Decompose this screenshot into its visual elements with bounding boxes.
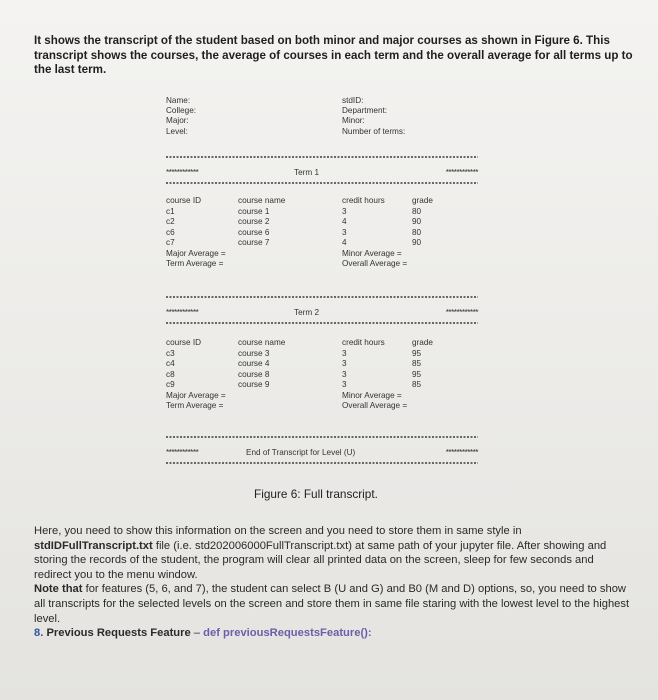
table-row [166,359,478,370]
average-row [166,249,478,260]
minor-average: Minor Average = [342,390,402,400]
course-id: c7 [166,238,175,247]
average-row [166,401,478,412]
header-department-label: Department: [342,106,388,116]
col-credit-hours: credit hours [342,338,385,347]
major-average: Major Average = [166,390,226,400]
grade: 90 [412,217,422,226]
grade: 85 [412,359,422,368]
term-2-label: Term 2 [294,308,320,317]
table-row [166,238,478,249]
col-grade: grade [412,338,433,347]
col-course-name: course name [238,338,286,347]
header-level-label: Level: [166,126,188,136]
end-banner [166,448,478,460]
term-1-banner [166,168,478,180]
table-row [166,207,478,218]
header-terms-label: Number of terms: [342,126,406,136]
separator [166,436,478,438]
figure-caption: Figure 6: Full transcript. [254,487,378,501]
separator [166,296,478,298]
table-row [166,228,478,239]
note-label: Note that [34,583,83,596]
course-name: course 8 [238,369,270,379]
item-8 [34,626,634,641]
course-id: c2 [166,217,175,226]
credit-hours: 3 [342,380,347,389]
header-name-label: Name: [166,96,191,105]
grade: 95 [412,348,422,358]
stars-left: ************ [166,168,199,177]
course-name: course 2 [238,217,270,226]
item-title: Previous Requests Feature [46,627,191,640]
overall-average: Overall Average = [342,401,408,410]
course-id: c4 [166,359,175,368]
separator [166,156,478,158]
course-name: course 4 [238,359,270,368]
course-id: c3 [166,348,175,358]
course-id: c8 [166,369,175,379]
average-row [166,391,478,402]
term-average: Term Average = [166,259,224,268]
credit-hours: 4 [342,238,347,247]
course-name: course 9 [238,380,270,389]
stars-right: ************ [445,308,478,317]
credit-hours: 4 [342,217,347,226]
col-course-id: course ID [166,196,202,205]
body-text [34,524,634,641]
table-row [166,217,478,228]
grade: 95 [412,369,422,379]
paragraph-storage [34,524,634,582]
grade: 85 [412,380,422,389]
header-left [166,96,196,137]
term-1-table [166,196,478,270]
para2-text: for features (5, 6, and 7), the student can select B (U and G) and B0 (M and D) options, so, you need to show all transcripts for the selected levels on the screen and store them in same file staring with the lowest level to the highest level. [34,583,630,625]
grade: 80 [412,206,422,216]
term-2-banner [166,308,478,320]
course-name: course 1 [238,206,270,216]
separator [166,462,478,464]
col-credit-hours: credit hours [342,196,385,205]
end-of-transcript-label: End of Transcript for Level (U) [246,448,356,457]
course-id: c1 [166,206,175,216]
separator [166,182,478,184]
file-name: stdIDFullTranscript.txt [34,539,153,552]
overall-average: Overall Average = [342,259,408,268]
table-row [166,380,478,391]
stars-right: ************ [445,448,478,457]
table-row [166,349,478,360]
course-id: c6 [166,227,175,237]
course-name: course 3 [238,348,270,358]
term-1-label: Term 1 [294,168,320,177]
course-name: course 7 [238,238,270,247]
function-name: previousRequestsFeature(): [223,627,372,640]
table-header-row [166,338,478,349]
major-average: Major Average = [166,248,226,258]
col-grade: grade [412,196,433,205]
stars-right: ************ [445,168,478,177]
course-id: c9 [166,380,175,389]
grade: 80 [412,227,422,237]
item-number: 8. [34,627,44,640]
para1-text-a: Here, you need to show this information on the screen and you need to store them in same style in [34,525,522,537]
table-header-row [166,196,478,207]
col-course-name: course name [238,196,286,205]
stars-left: ************ [166,308,199,317]
separator [166,322,478,324]
col-course-id: course ID [166,338,202,347]
header-minor-label: Minor: [342,116,365,126]
grade: 90 [412,238,422,247]
average-row [166,259,478,270]
header-major-label: Major: [166,116,189,126]
credit-hours: 3 [342,369,347,379]
stars-left: ************ [166,448,199,457]
item-dash: – [190,627,204,640]
credit-hours: 3 [342,227,347,237]
credit-hours: 3 [342,359,347,368]
course-name: course 6 [238,227,270,237]
header-college-label: College: [166,106,197,116]
minor-average: Minor Average = [342,248,402,258]
table-row [166,370,478,381]
paragraph-note [34,582,634,626]
header-stdid-label: stdID: [342,96,364,105]
intro-paragraph: It shows the transcript of the student based on both minor and major courses as shown in Figure 6. This transcript shows the courses, the average of courses in each term and the overall average for all terms up to the last term. [34,34,633,76]
para1-text-b: file (i.e. std202006000FullTranscript.txt) at same path of your jupyter file. After showing and storing the records of the student, the program will clear all printed data on the screen, sleep for few seconds and redirect you to the menu window. [34,539,607,581]
header-right [342,96,405,137]
def-keyword: def [203,627,220,640]
term-2-table [166,338,478,412]
term-average: Term Average = [166,401,224,410]
credit-hours: 3 [342,348,347,358]
credit-hours: 3 [342,206,347,216]
